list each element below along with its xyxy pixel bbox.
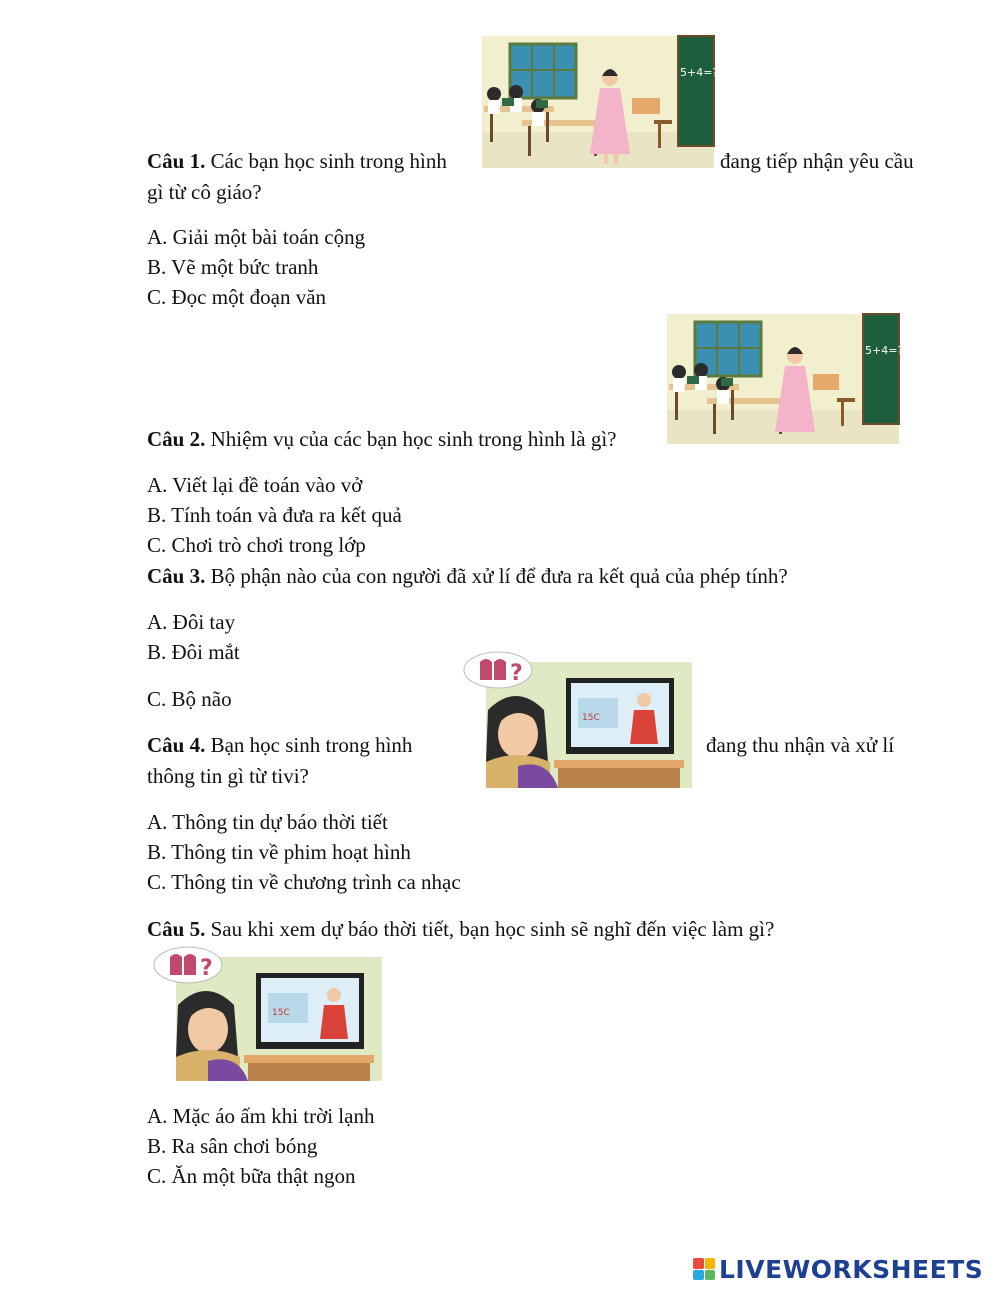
q4-option-a: A. Thông tin dự báo thời tiết	[147, 810, 388, 834]
q4-option-c: C. Thông tin về chương trình ca nhạc	[147, 870, 461, 894]
tv-temperature-2: 15C	[272, 1008, 290, 1018]
brand-name: LIVEWORKSHEETS	[719, 1254, 984, 1284]
board-equation-2: 5+4=?	[865, 344, 904, 357]
q1-option-b: B. Vẽ một bức tranh	[147, 255, 319, 279]
q2-option-c: C. Chơi trò chơi trong lớp	[147, 533, 366, 557]
q5-option-b: B. Ra sân chơi bóng	[147, 1134, 318, 1158]
question-4	[147, 733, 412, 757]
q3-option-b: B. Đôi mắt	[147, 640, 240, 664]
svg-text:?: ?	[200, 956, 213, 981]
question-4-text-cont: thông tin gì từ tivi?	[147, 764, 309, 788]
q3-option-a: A. Đôi tay	[147, 610, 236, 634]
liveworksheets-logo	[693, 1254, 983, 1284]
question-1-text: Các bạn học sinh trong hình	[205, 149, 447, 173]
question-4-text: Bạn học sinh trong hình	[205, 733, 413, 757]
question-1-text-cont: gì từ cô giáo?	[147, 180, 262, 204]
question-3-text: Bộ phận nào của con người đã xử lí để đưa ra kết quả của phép tính?	[205, 564, 788, 588]
q2-option-a: A. Viết lại đề toán vào vở	[147, 473, 363, 497]
question-5	[147, 917, 774, 941]
classroom-illustration	[482, 36, 719, 168]
question-1-label: Câu 1.	[147, 149, 206, 173]
question-5-text: Sau khi xem dự báo thời tiết, bạn học sinh sẽ nghĩ đến việc làm gì?	[205, 917, 775, 941]
question-2	[147, 427, 617, 451]
question-1-text-after: đang tiếp nhận yêu cầu	[720, 149, 914, 173]
question-2-label: Câu 2.	[147, 427, 206, 451]
q5-option-c: C. Ăn một bữa thật ngon	[147, 1164, 356, 1188]
q2-option-b: B. Tính toán và đưa ra kết quả	[147, 503, 402, 527]
q5-option-a: A. Mặc áo ấm khi trời lạnh	[147, 1104, 375, 1128]
q4-option-b: B. Thông tin về phim hoạt hình	[147, 840, 411, 864]
q1-option-c: C. Đọc một đoạn văn	[147, 285, 327, 309]
question-2-text: Nhiệm vụ của các bạn học sinh trong hình là gì?	[205, 427, 617, 451]
question-1	[147, 149, 447, 173]
question-4-label: Câu 4.	[147, 733, 206, 757]
question-3	[147, 564, 788, 588]
board-equation: 5+4=?	[680, 66, 719, 79]
question-3-label: Câu 3.	[147, 564, 206, 588]
classroom-illustration-2	[667, 314, 904, 444]
question-5-label: Câu 5.	[147, 917, 206, 941]
q1-option-a: A. Giải một bài toán cộng	[147, 225, 366, 249]
svg-text:?: ?	[510, 661, 523, 686]
logo-mark-icon	[693, 1258, 715, 1280]
q3-option-c: C. Bộ não	[147, 687, 232, 711]
tv-temperature: 15C	[582, 713, 600, 723]
tv-weather-illustration	[458, 650, 692, 788]
tv-weather-illustration-2	[148, 943, 382, 1081]
question-4-text-after: đang thu nhận và xử lí	[706, 733, 895, 757]
